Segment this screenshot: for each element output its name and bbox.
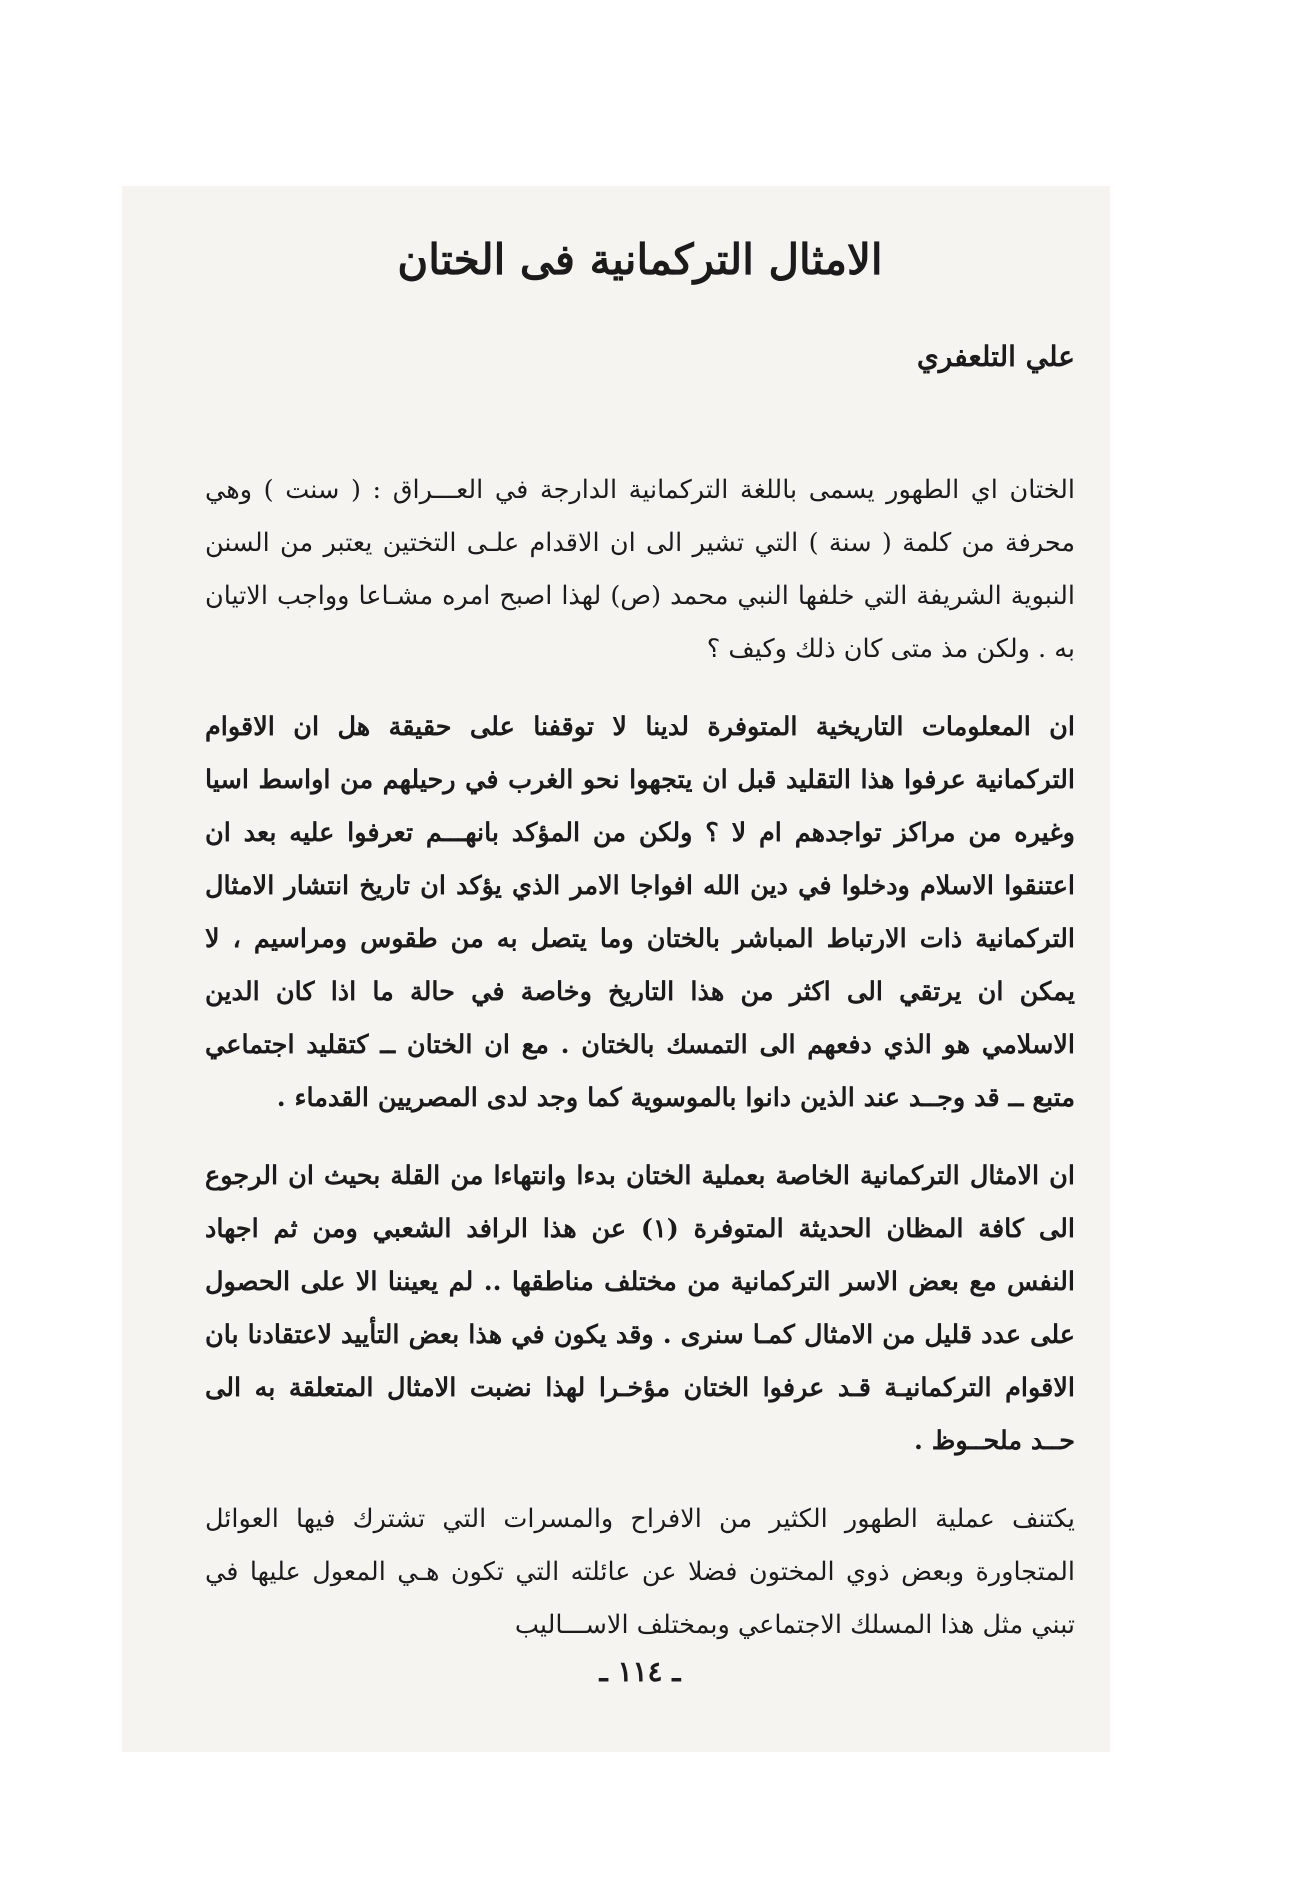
article-body xyxy=(205,464,1075,1677)
paragraph-4: يكتنف عملية الطهور الكثير من الافراح والمسرات التي تشترك فيها العوائل المتجاورة وبعض ذوي المختون فضلا عن عائلته التي تكون هـي المعول عليها في تبني مثل هذا المسلك الاجتماعي وبمختلف الاســـاليب xyxy=(205,1504,1075,1640)
article-title: الامثال التركمانية فى الختان xyxy=(397,235,883,284)
paragraph-2: ان المعلومات التاريخية المتوفرة لدينا لا توقفنا على حقيقة هل ان الاقوام التركمانية عرفوا هذا التقليد قبل ان يتجهوا نحو الغرب في رحيلهم من اواسط اسيا وغيره من مراكز تواجدهم ام لا ؟ ولكن من المؤكد بانهـــم تعرفوا عليه بعد ان اعتنقوا الاسلام ودخلوا في دين الله افواجا الامر الذي يؤكد ان تاريخ انتشار الامثال التركمانية ذات الارتباط المباشر بالختان وما يتصل به من طقوس ومراسيم ، لا يمكن ان يرتقي الى اكثر من هذا التاريخ وخاصة في حالة ما اذا كان الدين الاسلامي هو الذي دفعهم الى التمسك بالختان . مع ان الختان ــ كتقليد اجتماعي متبع ــ قد وجــد عند الذين دانوا بالموسوية كما وجد لدى المصريين القدماء . xyxy=(205,712,1075,1113)
page-number: ـ ١١٤ ـ xyxy=(599,1655,681,1688)
book-page xyxy=(205,200,1075,1720)
paragraph-1: الختان اي الطهور يسمى باللغة التركمانية الدارجة في العـــراق : ( سنت ) وهي محرفة من كلمة ( سنة ) التي تشير الى ان الاقدام علـى التختين يعتبر من السنن النبوية الشريفة التي خلفها النبي محمد (ص) لهذا اصبح امره مشـاعا وواجب الاتيان به . ولكن مذ متى كان ذلك وكيف ؟ xyxy=(205,475,1075,664)
article-author: علي التلعفري xyxy=(916,340,1075,373)
paragraph-3: ان الامثال التركمانية الخاصة بعملية الختان بدءا وانتهاءا من القلة بحيث ان الرجوع الى كافة المظان الحديثة المتوفرة (١) عن هذا الرافد الشعبي ومن ثم اجهاد النفس مع بعض الاسر التركمانية من مختلف مناطقها .. لم يعيننا الا على الحصول على عدد قليل من الامثال كمـا سنرى . وقد يكون في هذا بعض التأييد لاعتقادنا بان الاقوام التركمانيـة قـد عرفوا الختان مؤخـرا لهذا نضبت الامثال المتعلقة به الى حــد ملحــوظ . xyxy=(205,1161,1075,1456)
